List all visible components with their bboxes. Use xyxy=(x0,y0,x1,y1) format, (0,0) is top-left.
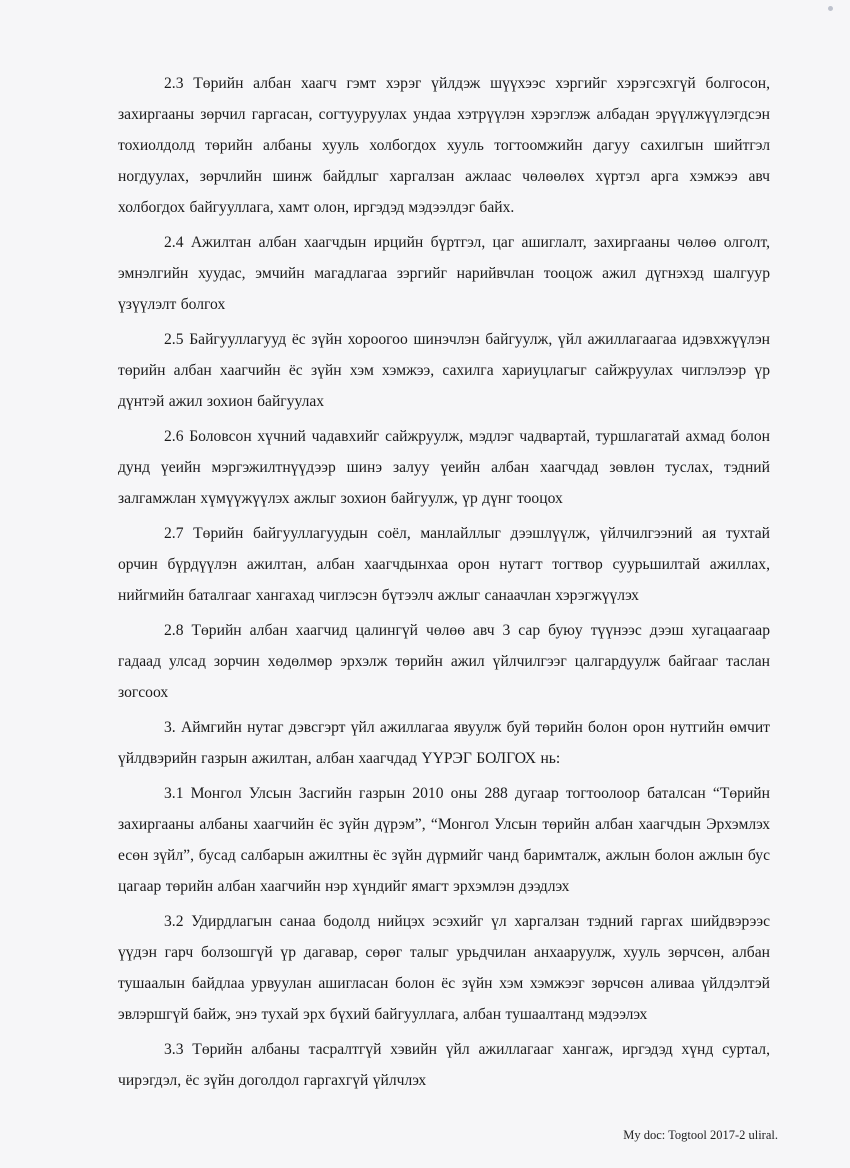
scan-speck xyxy=(828,6,833,11)
document-body xyxy=(118,68,770,1100)
paragraph-2-6: 2.6 Боловсон хүчний чадавхийг сайжруулж, мэдлэг чадвартай, туршлагатай ахмад болон дунд үеийн мэргэжилтнүүдээр шинэ залуу үеийн албан хаагчдад зөвлөн туслах, тэдний залгамжлан хүмүүжүүлэх ажлыг зохион байгуулж, үр дүнг тооцох xyxy=(118,428,770,507)
paragraph-2-8: 2.8 Төрийн албан хаагчид цалингүй чөлөө авч 3 сар буюу түүнээс дээш хугацаагаар гадаад улсад зорчин хөдөлмөр эрхэлж төрийн ажил үйлчилгээг цалгардуулж байгааг таслан зогсоох xyxy=(118,622,770,701)
paragraph-2-3: 2.3 Төрийн албан хаагч гэмт хэрэг үйлдэж шүүхээс хэргийг хэрэгсэхгүй болгосон, захиргааны зөрчил гаргасан, согтууруулах ундаа хэтрүүлэн хэрэглэж албадан эрүүлжүүлэгдсэн тохиолдолд төрийн албаны хууль холбогдох хууль тогтоомжийн дагуу сахилгын шийтгэл ногдуулах, зөрчлийн шинж байдлыг харгалзан ажлаас чөлөөлөх хүртэл арга хэмжээ авч холбогдох байгууллага, хамт олон, иргэдэд мэдээлдэг байх. xyxy=(118,75,770,216)
paragraph-2-7: 2.7 Төрийн байгууллагуудын соёл, манлайллыг дээшлүүлж, үйлчилгээний ая тухтай орчин бүрдүүлэн ажилтан, албан хаагчдынхаа орон нутагт тогтвор суурьшилтай ажиллах, нийгмийн баталгааг хангахад чиглэсэн бүтээлч ажлыг санаачлан хэрэгжүүлэх xyxy=(118,525,770,604)
paragraph-3-2: 3.2 Удирдлагын санаа бодолд нийцэх эсэхийг үл харгалзан тэдний гаргах шийдвэрээс үүдэн гарч болзошгүй үр дагавар, сөрөг талыг урьдчилан анхааруулж, хууль зөрчсөн, албан тушаалын байдлаа урвуулан ашигласан болон ёс зүйн хэм хэмжээг зөрчсөн аливаа үйлдэлтэй эвлэршгүй байж, энэ тухай эрх бүхий байгууллага, албан тушаалтанд мэдээлэх xyxy=(118,913,770,1023)
paragraph-3: 3. Аймгийн нутаг дэвсгэрт үйл ажиллагаа явуулж буй төрийн болон орон нутгийн өмчит үйлдвэрийн газрын ажилтан, албан хаагчдад ҮҮРЭГ БОЛГОХ нь: xyxy=(118,719,770,767)
paragraph-3-1: 3.1 Монгол Улсын Засгийн газрын 2010 оны 288 дугаар тогтоолоор баталсан “Төрийн захиргааны албаны хаагчийн ёс зүйн дүрэм”, “Монгол Улсын төрийн албан хаагчдын Эрхэмлэх есөн зүйл”, бусад салбарын ажилтны ёс зүйн дүрмийг чанд баримталж, ажлын болон ажлын бус цагаар төрийн албан хаагчийн нэр хүндийг ямагт эрхэмлэн дээдлэх xyxy=(118,785,770,895)
paragraph-2-4: 2.4 Ажилтан албан хаагчдын ирцийн бүртгэл, цаг ашиглалт, захиргааны чөлөө олголт, эмнэлгийн хуудас, эмчийн магадлагаа зэргийг нарийвчлан тооцож ажил дүгнэхэд шалгуур үзүүлэлт болгох xyxy=(118,234,770,313)
paragraph-3-3: 3.3 Төрийн албаны тасралтгүй хэвийн үйл ажиллагааг хангаж, иргэдэд хүнд суртал, чирэгдэл, ёс зүйн доголдол гаргахгүй үйлчлэх xyxy=(118,1041,770,1089)
paragraph-2-5: 2.5 Байгууллагууд ёс зүйн хороогоо шинэчлэн байгуулж, үйл ажиллагаагаа идэвхжүүлэн төрийн албан хаагчийн ёс зүйн хэм хэмжээ, сахилга хариуцлагыг сайжруулах чиглэлээр үр дүнтэй ажил зохион байгуулах xyxy=(118,331,770,410)
page-footer: My doc: Togtool 2017-2 uliral. xyxy=(623,1128,778,1142)
